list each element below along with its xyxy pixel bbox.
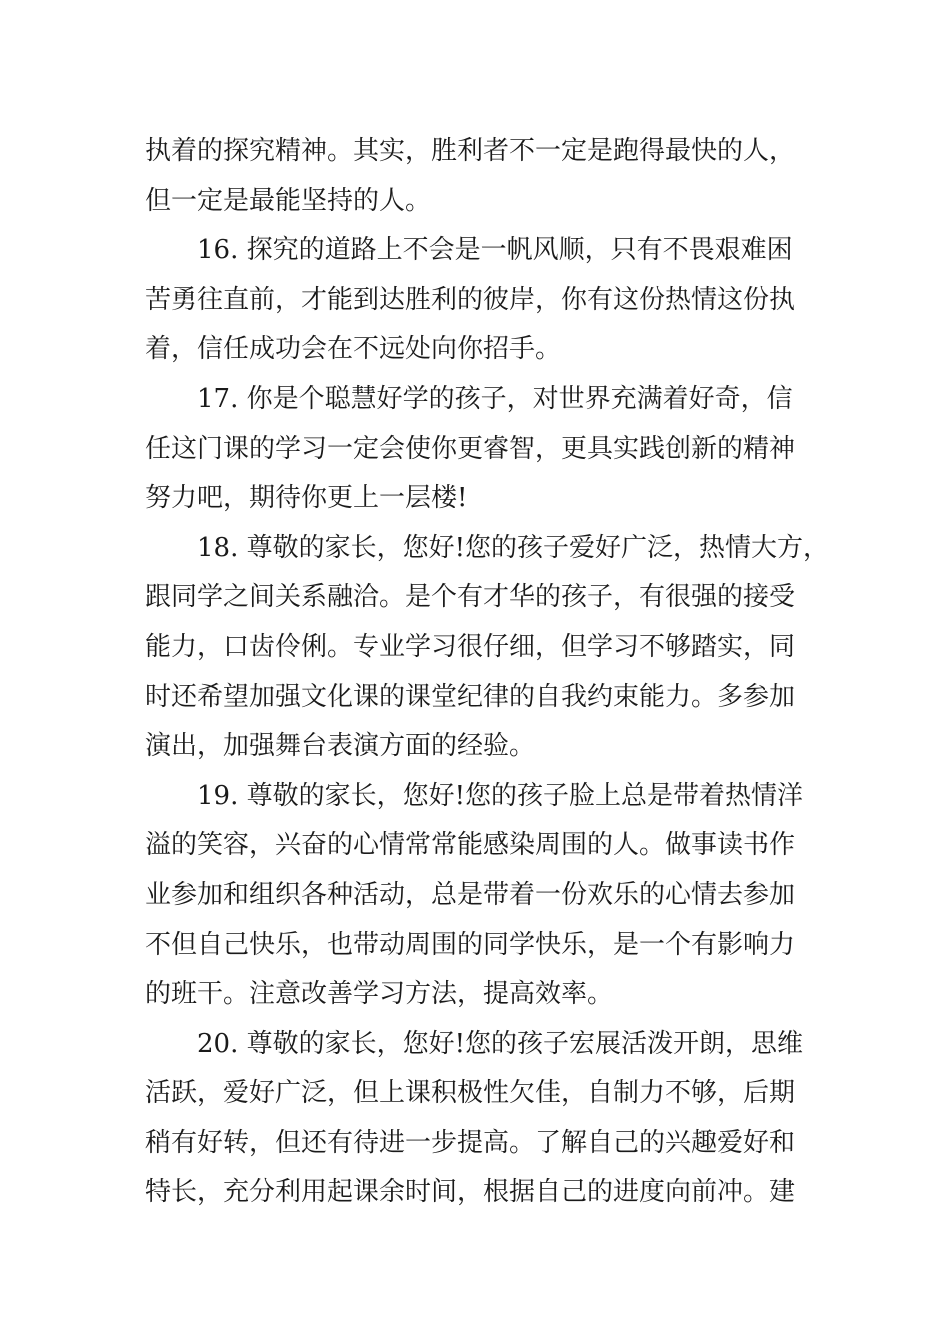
text-line: 16. 探究的道路上不会是一帆风顺，只有不畏艰难困 — [197, 235, 793, 266]
text-line: 稍有好转，但还有待进一步提高。了解自己的兴趣爱好和 — [145, 1127, 796, 1158]
text-line: 活跃，爱好广泛，但上课积极性欠佳，自制力不够，后期 — [145, 1078, 796, 1109]
text-line: 19. 尊敬的家长，您好!您的孩子脸上总是带着热情洋 — [197, 780, 804, 811]
paragraph-continuation — [145, 127, 815, 226]
text-line: 但一定是最能坚持的人。 — [145, 185, 432, 216]
text-line: 特长，充分利用起课余时间，根据自己的进度向前冲。建 — [145, 1177, 796, 1208]
paragraph-item-19 — [145, 772, 815, 1020]
text-line: 苦勇往直前，才能到达胜利的彼岸，你有这份热情这份执 — [145, 284, 796, 315]
text-line: 17. 你是个聪慧好学的孩子，对世界充满着好奇，信 — [197, 383, 793, 414]
text-line: 不但自己快乐，也带动周围的同学快乐，是一个有影响力 — [145, 929, 796, 960]
text-line: 业参加和组织各种活动，总是带着一份欢乐的心情去参加 — [145, 879, 796, 910]
text-line: 演出，加强舞台表演方面的经验。 — [145, 731, 536, 762]
paragraph-item-17 — [145, 375, 815, 524]
text-line: 能力，口齿伶俐。专业学习很仔细，但学习不够踏实，同 — [145, 631, 796, 662]
text-line: 任这门课的学习一定会使你更睿智，更具实践创新的精神 — [145, 433, 796, 464]
text-line: 溢的笑容，兴奋的心情常常能感染周围的人。做事读书作 — [145, 830, 796, 861]
text-line: 20. 尊敬的家长，您好!您的孩子宏展活泼开朗，思维 — [197, 1028, 804, 1059]
text-line: 努力吧，期待你更上一层楼! — [145, 483, 468, 514]
text-line: 着，信任成功会在不远处向你招手。 — [145, 334, 562, 365]
paragraph-item-16 — [145, 226, 815, 375]
paragraph-item-18 — [145, 524, 830, 772]
paragraph-item-20 — [145, 1020, 815, 1218]
text-line: 跟同学之间关系融洽。是个有才华的孩子，有很强的接受 — [145, 582, 796, 613]
text-line: 执着的探究精神。其实，胜利者不一定是跑得最快的人， — [145, 136, 796, 166]
text-line: 的班干。注意改善学习方法，提高效率。 — [145, 979, 614, 1010]
document-body — [145, 127, 830, 1218]
text-line: 18. 尊敬的家长，您好!您的孩子爱好广泛，热情大方， — [197, 532, 830, 563]
text-line: 时还希望加强文化课的课堂纪律的自我约束能力。多参加 — [145, 681, 796, 712]
